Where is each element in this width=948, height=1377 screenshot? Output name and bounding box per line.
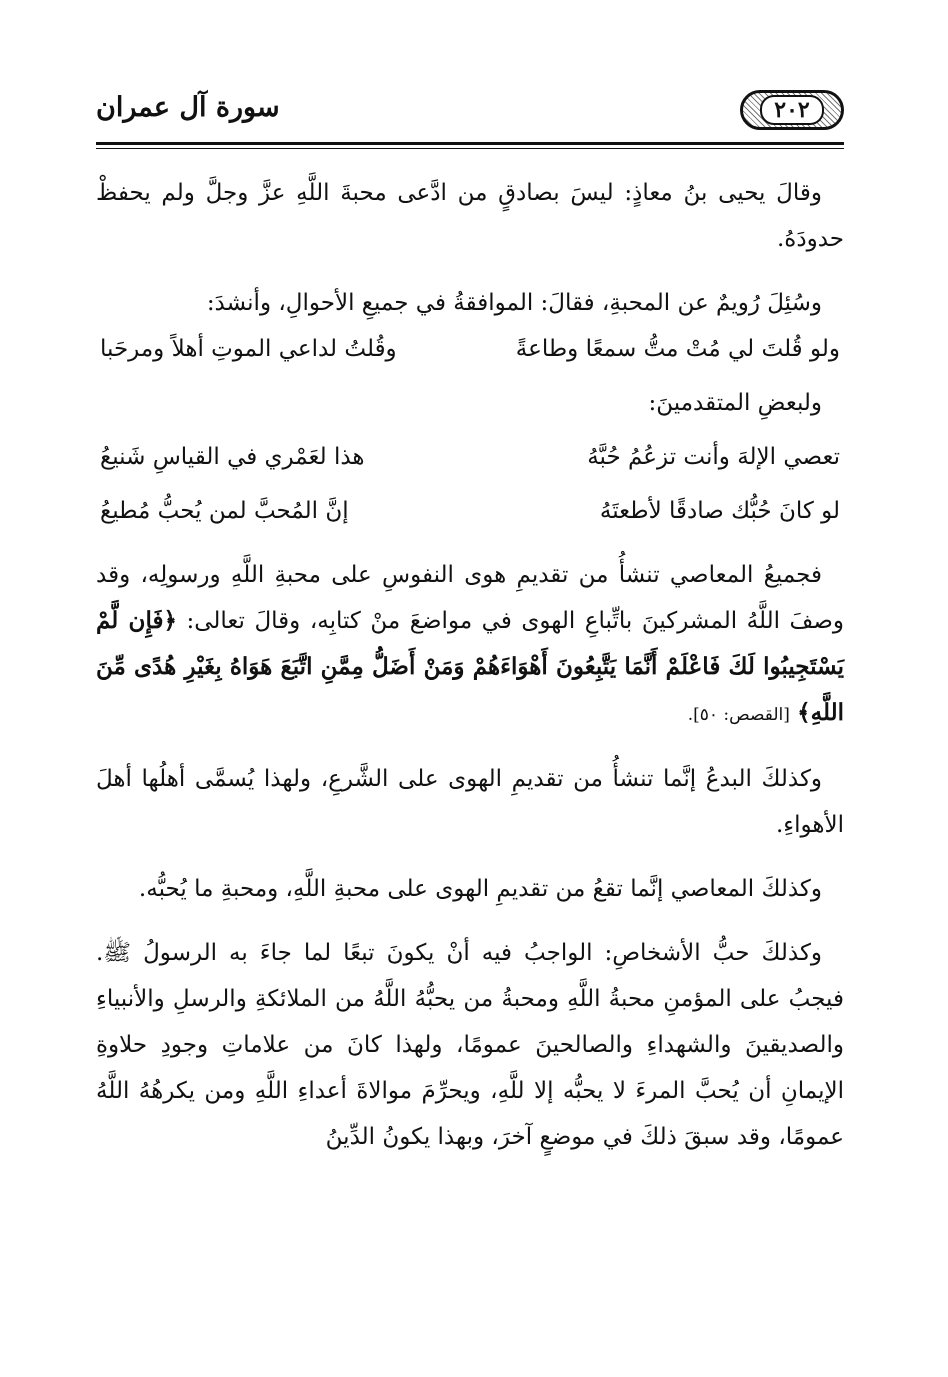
header-rule-thick [96,142,844,145]
poem-hemistich: ولو قُلتَ لي مُتْ متُّ سمعًا وطاعةً [515,336,840,362]
paragraph-early-scholars: ولبعضِ المتقدمينَ: [648,390,822,416]
surah-title: سورة آل عمران [96,92,280,123]
poem-hemistich: لو كانَ حُبُّك صادقًا لأطعتَهُ [599,498,840,524]
poem-line-2 [96,434,844,480]
page-header [96,88,844,150]
paragraph-innovations: وكذلكَ البدعُ إنَّما تنشأُ من تقديمِ الهوى على الشَّرعِ، ولهذا يُسمَّى أهلُها أهلَ الأهواءِ. [96,766,844,838]
poem-hemistich: هذا لعَمْري في القياسِ شَنيعُ [100,444,365,470]
poem-line-3 [96,488,844,534]
paragraph-ruwaym: وسُئِلَ رُويمٌ عن المحبةِ، فقالَ: الموافقةُ في جميعِ الأحوالِ، وأنشدَ: [206,290,822,316]
quran-brace-close: ﴾ [797,699,811,726]
quran-verse: فَإِن لَّمْ يَسْتَجِيبُوا لَكَ فَاعْلَمْ أَنَّمَا يَتَّبِعُونَ أَهْوَاءَهُمْ وَمَنْ أَضَلُّ مِمَّنِ اتَّبَعَ هَوَاهُ بِغَيْرِ هُدًى مِّنَ اللَّهِ [96,607,844,726]
poem-hemistich: إنَّ المُحبَّ لمن يُحبُّ مُطيعُ [100,498,349,524]
page-number-badge [740,90,844,130]
paragraph-sins-text: فجميعُ المعاصي تنشأُ من تقديمِ هوى النفوسِ على محبةِ اللَّهِ ورسولِه، وقد وصفَ اللَّهُ المشركينَ باتِّباعِ الهوى في مواضعَ منْ كتابِه، وقالَ تعالى: [96,562,845,634]
quran-brace-open: ﴿ [163,607,177,634]
paragraph-yahya: وقالَ يحيى بنُ معاذٍ: ليسَ بصادقٍ من ادَّعى محبةَ اللَّهِ عزَّ وجلَّ ولم يحفظْ حدودَهُ. [96,180,844,252]
paragraph-love-of-people: وكذلكَ حبُّ الأشخاصِ: الواجبُ فيه أنْ يكونَ تبعًا لما جاءَ به الرسولُ ﷺ. فيجبُ على المؤمنِ محبةُ اللَّهِ ومحبةُ من يحبُّهُ اللَّهُ من الملائكةِ والرسلِ والأنبياءِ والصديقينَ والشهداءِ والصالحينَ عمومًا، ولهذا كانَ من علاماتِ وجودِ حلاوةِ الإيمانِ أن يُحبَّ المرءَ لا يحبُّه إلا للَّهِ، ويحرِّمَ موالاةَ أعداءِ اللَّهِ ومن يكرهُهُ اللَّهُ عمومًا، وقد سبقَ ذلكَ في موضعٍ آخرَ، وبهذا يكونُ الدِّينُ [96,940,844,1150]
header-rule-thin [96,148,844,149]
paragraph-sins-love: وكذلكَ المعاصي إنَّما تقعُ من تقديمِ الهوى على محبةِ اللَّهِ، ومحبةِ ما يُحبُّه. [138,876,822,902]
poem-hemistich: تعصي الإلهَ وأنت تزعُمُ حُبَّهُ [587,444,840,470]
page-number: ٢٠٢ [760,95,823,125]
paragraph-sins [96,552,844,738]
quran-reference: [القصص: ٥٠]. [687,705,790,725]
poem-hemistich: وقُلتُ لداعي الموتِ أهلاً ومرحَبا [100,336,397,362]
page-body [96,170,844,1178]
poem-line-1 [96,326,844,372]
